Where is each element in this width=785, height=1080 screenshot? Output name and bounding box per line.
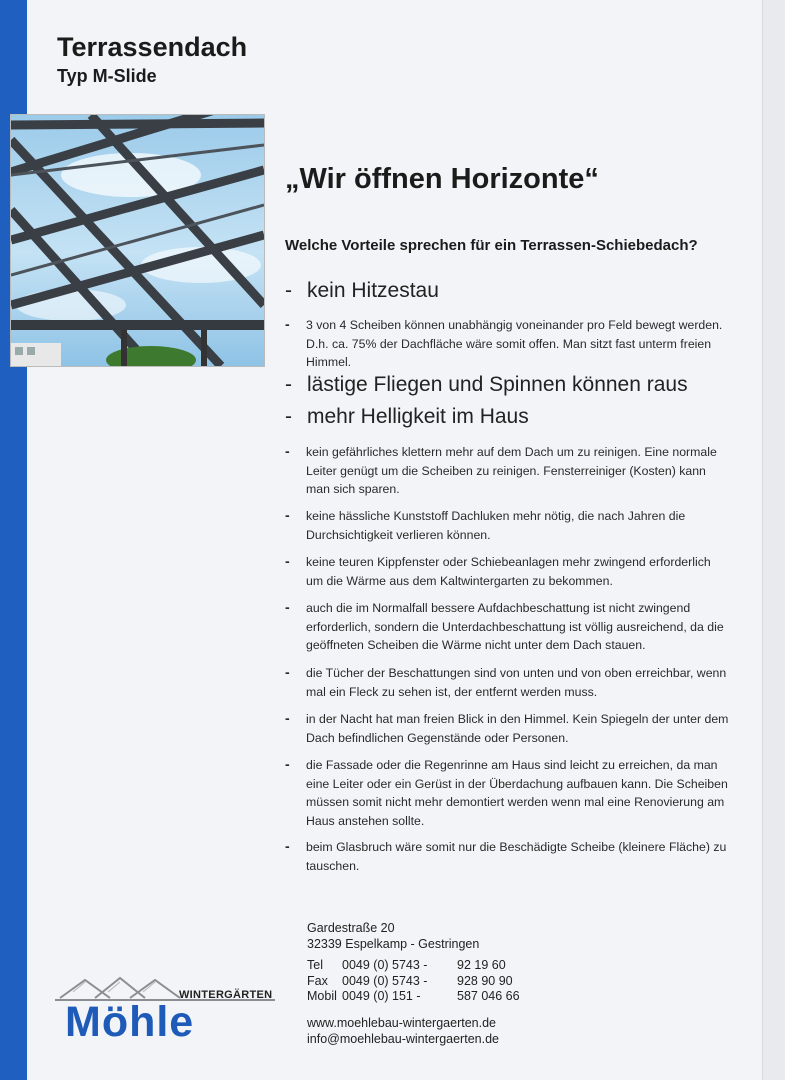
- benefit-heading: [285, 405, 529, 429]
- mobil-number: 587 046 66: [457, 989, 520, 1003]
- benefit-text: kein gefährliches klettern mehr auf dem Dach um zu reinigen. Eine normale Leiter genügt um die Scheiben zu reinigen. Fensterreiniger (Kosten) kann man sich sparen.: [306, 445, 717, 496]
- benefit-item: [285, 710, 730, 747]
- benefit-text: keine hässliche Kunststoff Dachluken mehr nötig, die nach Jahren die Durchsichtigkeit verlieren können.: [306, 509, 686, 542]
- benefit-text: keine teuren Kippfenster oder Schiebeanlagen mehr zwingend erforderlich um die Wärme aus dem Kaltwintergarten zu bekommen.: [306, 555, 711, 588]
- tel-number: 92 19 60: [457, 958, 506, 972]
- logo-tagline: WINTERGÄRTEN: [179, 989, 273, 1001]
- benefit-heading-text: lästige Fliegen und Spinnen können raus: [307, 373, 688, 396]
- city: 32339 Espelkamp - Gestringen: [307, 936, 480, 951]
- glass-roof-illustration: [11, 115, 264, 366]
- address-block: [307, 921, 479, 952]
- dash-bullet: -: [285, 316, 290, 332]
- street: Gardestraße 20: [307, 921, 395, 935]
- dash-bullet: -: [285, 710, 290, 726]
- benefit-text: 3 von 4 Scheiben können unabhängig voneinander pro Feld bewegt werden. D.h. ca. 75% der Dachfläche wäre somit offen. Man sitzt fast unterm freien Himmel.: [306, 318, 723, 369]
- company-logo: [55, 970, 280, 1050]
- benefit-item: [285, 507, 730, 544]
- benefit-text: die Fassade oder die Regenrinne am Haus sind leicht zu erreichen, da man eine Leiter oder ein Gerüst in der Überdachung aufbauen kann. Die Scheiben müssen somit nicht mehr demontiert werden wenn mal eine Renovierung am Haus anstehen sollte.: [306, 758, 728, 828]
- dash-bullet: -: [285, 405, 292, 428]
- dash-bullet: -: [285, 664, 290, 680]
- fax-label: Fax: [307, 973, 328, 988]
- tel-label: Tel: [307, 958, 323, 972]
- benefit-text: in der Nacht hat man freien Blick in den Himmel. Kein Spiegeln der unter dem Dach befindlichen Gegenstände oder Personen.: [306, 712, 729, 745]
- dash-bullet: -: [285, 756, 290, 772]
- dash-bullet: -: [285, 373, 292, 396]
- dash-bullet: -: [285, 553, 290, 569]
- slogan: „Wir öffnen Horizonte“: [285, 163, 599, 195]
- web-block: [307, 1016, 499, 1047]
- email-link[interactable]: info@moehlebau-wintergaerten.de: [307, 1031, 499, 1046]
- benefit-text: die Tücher der Beschattungen sind von unten und von oben erreichbar, wenn mal ein Fleck zu sehen ist, der entfernt werden muss.: [306, 666, 727, 699]
- benefit-item: [285, 838, 730, 875]
- benefit-text: beim Glasbruch wäre somit nur die Beschädigte Scheibe (kleinere Fläche) zu tauschen.: [306, 840, 727, 873]
- benefit-text: auch die im Normalfall bessere Aufdachbeschattung ist nicht zwingend erforderlich, sondern die Unterdachbeschattung ist völlig ausreichend, da die geöffneten Scheiben die Wärme nicht unter dem Dach stauen.: [306, 601, 724, 652]
- website-link[interactable]: www.moehlebau-wintergaerten.de: [307, 1016, 496, 1030]
- page-title: Terrassendach: [57, 32, 248, 62]
- dash-bullet: -: [285, 507, 290, 523]
- benefit-item: [285, 316, 730, 372]
- fax-row: [307, 974, 520, 990]
- fax-prefix: 0049 (0) 5743 -: [342, 973, 428, 988]
- benefit-heading-text: kein Hitzestau: [307, 279, 439, 302]
- page-subtitle: Typ M-Slide: [57, 66, 157, 86]
- benefit-heading-text: mehr Helligkeit im Haus: [307, 405, 529, 428]
- benefits-question: Welche Vorteile sprechen für ein Terrassen-Schiebedach?: [285, 237, 698, 254]
- benefit-heading: [285, 279, 439, 303]
- benefit-item: [285, 443, 730, 499]
- page-edge: [762, 0, 785, 1080]
- mobil-row: [307, 989, 520, 1005]
- benefit-item: [285, 664, 730, 701]
- dash-bullet: -: [285, 443, 290, 459]
- mobil-label: Mobil: [307, 989, 337, 1003]
- mobil-prefix: 0049 (0) 151 -: [342, 989, 421, 1003]
- tel-prefix: 0049 (0) 5743 -: [342, 958, 428, 972]
- logo-brand: Möhle: [65, 998, 195, 1046]
- glass-roof-photo: [10, 114, 265, 367]
- dash-bullet: -: [285, 599, 290, 615]
- fax-number: 928 90 90: [457, 973, 513, 988]
- contact-block: [307, 958, 520, 1005]
- dash-bullet: -: [285, 838, 290, 854]
- tel-row: [307, 958, 520, 974]
- benefit-item: [285, 756, 730, 830]
- benefit-item: [285, 553, 730, 590]
- benefit-item: [285, 599, 730, 655]
- dash-bullet: -: [285, 279, 292, 302]
- benefit-heading: [285, 373, 688, 397]
